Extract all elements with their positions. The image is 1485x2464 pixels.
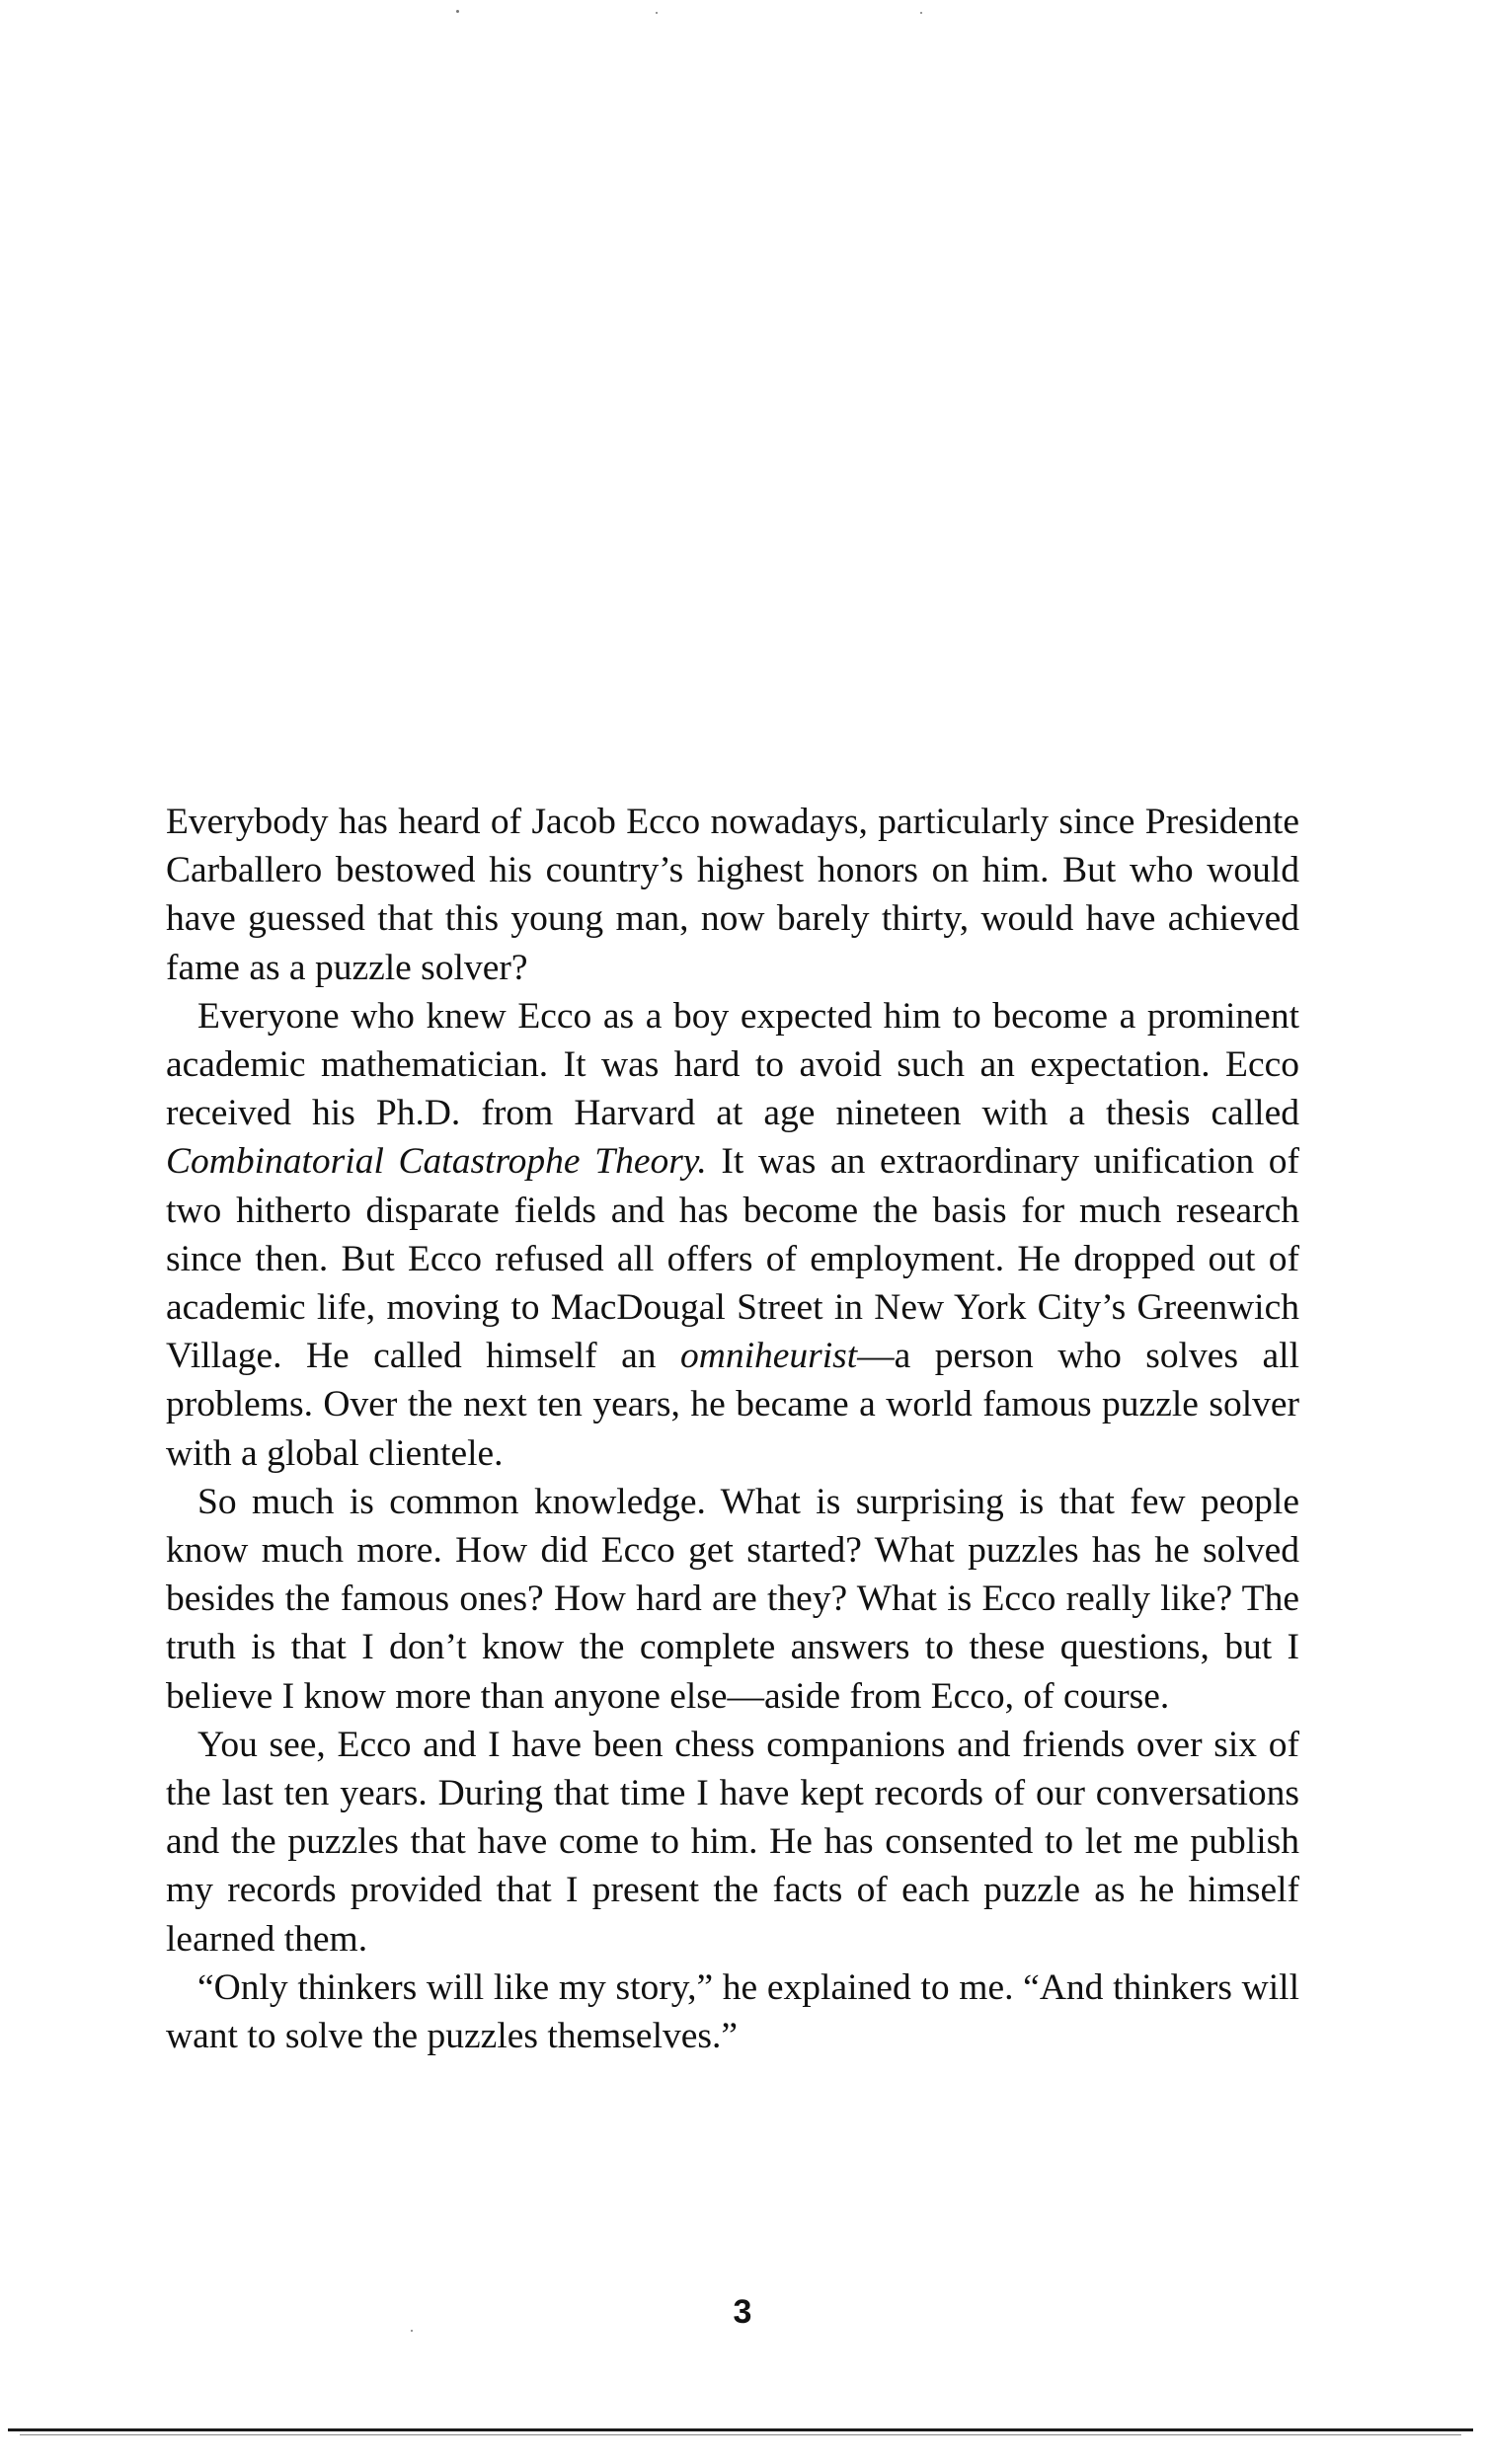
text-run: —a person who solves all problems. Over the next ten years, he became a world famous puzzle solver with a global clientele. <box>166 1336 1300 1474</box>
paragraph <box>166 992 1299 1478</box>
bottom-rule-shadow <box>20 2434 1461 2435</box>
bottom-rule <box>8 2428 1473 2431</box>
body-text <box>166 798 1299 2060</box>
text-run: “Only thinkers will like my story,” he explained to me. “And thinkers will want to solve the puzzles themselves.” <box>166 1966 1299 2057</box>
paragraph <box>166 1721 1299 1964</box>
italic-text: omniheurist <box>680 1336 858 1377</box>
text-run: You see, Ecco and I have been chess companions and friends over six of the last ten years. During that time I have kept records of our conversations and the puzzles that have come to him. He has consented to let me publish my records provided that I present the facts of each puzzle as he himself learned them. <box>166 1724 1299 1960</box>
text-run: Everyone who knew Ecco as a boy expected him to become a prominent academic mathematician. It was hard to avoid such an expectation. Ecco received his Ph.D. from Harvard at age nineteen with a thesis called <box>166 995 1299 1134</box>
scan-speck <box>456 10 459 13</box>
page-number: 3 <box>733 2293 752 2331</box>
text-run: Everybody has heard of Jacob Ecco nowadays, particularly since Presidente Carballero bestowed his country’s highest honors on him. But who would have guessed that this young man, now barely thirty, would have achieved fame as a puzzle solver? <box>166 802 1299 988</box>
text-run: So much is common knowledge. What is surprising is that few people know much more. How did Ecco get started? What puzzles has he solved besides the famous ones? How hard are they? What is Ecco really like? The truth is that I don’t know the complete answers to these questions, but I believe I know more than anyone else—aside from Ecco, of course. <box>166 1481 1299 1717</box>
text-run: It was an extraordinary unification of two hitherto disparate fields and has become the basis for much research since then. But Ecco refused all offers of employment. He dropped out of academic life, moving to MacDougal Street in New York City’s Greenwich Village. He called himself an <box>166 1141 1299 1377</box>
italic-text: Combinatorial Catastrophe Theory. <box>166 1141 707 1183</box>
scan-speck <box>656 12 658 14</box>
paragraph <box>166 1964 1299 2060</box>
scan-speck <box>920 12 922 14</box>
paragraph <box>166 1478 1299 1721</box>
paragraph <box>166 798 1299 992</box>
